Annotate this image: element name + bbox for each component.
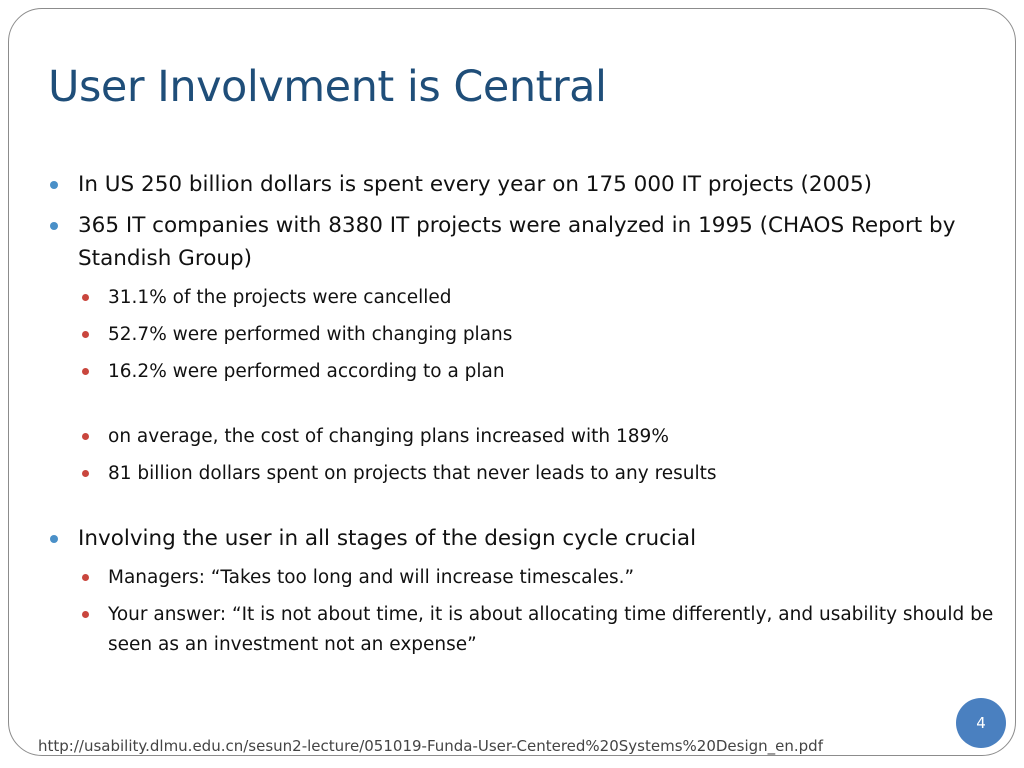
sub-bullet-text: 31.1% of the projects were cancelled: [108, 287, 452, 308]
spacer: [48, 394, 998, 422]
sub-bullet-dot-icon: [82, 611, 89, 618]
bullet-text: In US 250 billion dollars is spent every year on 175 000 IT projects (2005): [78, 172, 873, 197]
sub-bullet-item: [78, 563, 998, 593]
sub-bullet-dot-icon: [82, 433, 89, 440]
slide-title: User Involvment is Central: [48, 62, 607, 112]
sub-bullet-dot-icon: [82, 574, 89, 581]
sub-bullet-text: on average, the cost of changing plans increased with 189%: [108, 426, 669, 447]
bullet-item: [48, 168, 998, 201]
bullet-item: [48, 209, 998, 275]
bullet-list: [48, 168, 998, 667]
sub-bullet-dot-icon: [82, 368, 89, 375]
page-number-badge: 4: [956, 698, 1006, 748]
sub-bullet-item: [78, 320, 998, 350]
sub-bullet-dot-icon: [82, 331, 89, 338]
source-link[interactable]: http://usability.dlmu.edu.cn/sesun2-lecture/051019-Funda-User-Centered%20Systems%20Design_en.pdf: [38, 737, 823, 755]
sub-bullet-text: Your answer: “It is not about time, it is about allocating time differently, and usability should be seen as an investment not an expense”: [108, 604, 994, 655]
bullet-text: 365 IT companies with 8380 IT projects were analyzed in 1995 (CHAOS Report by Standish Group): [78, 213, 956, 271]
sub-bullet-item: [78, 357, 998, 387]
sub-bullet-dot-icon: [82, 470, 89, 477]
sub-bullet-item: [78, 283, 998, 313]
sub-bullet-text: 81 billion dollars spent on projects that never leads to any results: [108, 463, 717, 484]
sub-bullet-text: Managers: “Takes too long and will increase timescales.”: [108, 567, 635, 588]
sub-bullet-item: [78, 600, 998, 660]
bullet-dot-icon: [50, 535, 58, 543]
bullet-text: Involving the user in all stages of the design cycle crucial: [78, 526, 697, 551]
sub-bullet-item: [78, 459, 998, 489]
sub-bullet-item: [78, 422, 998, 452]
sub-bullet-text: 52.7% were performed with changing plans: [108, 324, 513, 345]
sub-bullet-text: 16.2% were performed according to a plan: [108, 361, 505, 382]
bullet-item: [48, 522, 998, 555]
bullet-dot-icon: [50, 181, 58, 189]
spacer: [48, 496, 998, 522]
sub-bullet-dot-icon: [82, 294, 89, 301]
bullet-dot-icon: [50, 222, 58, 230]
